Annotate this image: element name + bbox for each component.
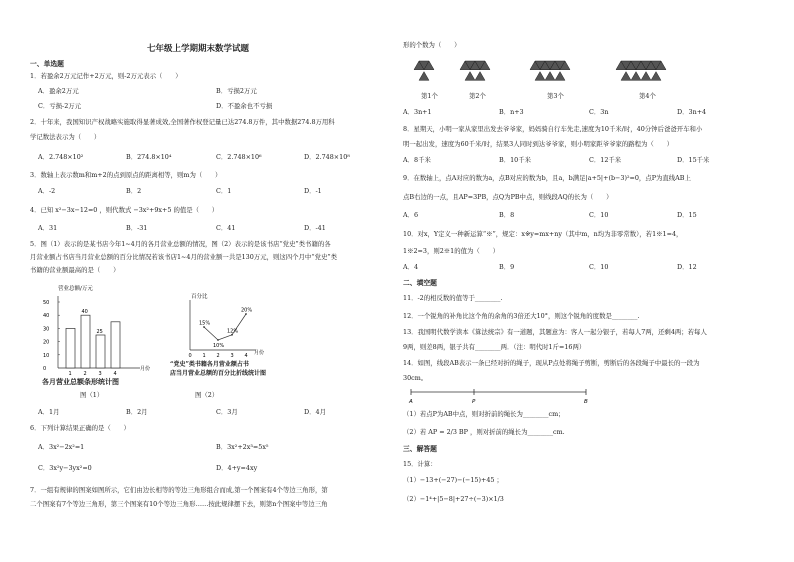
question-1-option-d: D．不盈余也不亏损 <box>216 102 273 110</box>
question-5-option-c: C．3月 <box>216 408 238 416</box>
bar <box>111 322 120 368</box>
question-8-stem-line1: 8．星期天，小明一家从家里出发去爷爷家，妈妈骑自行车先走,速度为10千米/时，40分钟后爸爸开车和小 <box>403 125 703 133</box>
data-point <box>217 339 219 341</box>
question-10-option-a: A．4 <box>403 263 419 271</box>
x-tick-label: 0 <box>188 353 192 359</box>
question-11: 11．-2的相反数的值等于________. <box>403 294 503 302</box>
question-13-line2: 9两，则差8两，银子共有________两．（注：明代时1斤=16两） <box>403 343 586 351</box>
figure-1-x-axis-label: 月份 <box>140 366 151 372</box>
figure-2-x-axis-label: 月份 <box>254 350 265 356</box>
question-9-stem-line2: 点B右边的一点，且AP=3PB，点Q为PB中点，则线段AQ的长为（ ） <box>403 193 613 201</box>
question-15-stem: 15．计算： <box>403 460 437 468</box>
figure-1-caption: 各月营业总额条形统计图 <box>42 377 119 386</box>
question-8-option-b: B．10千米 <box>499 156 531 164</box>
triangle <box>631 72 641 81</box>
question-8-option-a: A．8千米 <box>403 156 431 164</box>
question-4-option-c: C．41 <box>216 224 236 232</box>
pattern-label-2: 第2个 <box>469 92 486 100</box>
question-6-option-d: D．4+y=4xy <box>216 464 258 472</box>
question-14-sub2: （2）若 AP = 2/3 BP ，则对折前的绳长为________cm. <box>403 428 565 436</box>
figure-1-y-axis-label: 营业总额/万元 <box>58 286 93 292</box>
point-p-label: P <box>472 399 476 405</box>
question-2-option-d: D．2.748×10⁸ <box>304 153 350 161</box>
question-1-option-b: B．亏损2万元 <box>216 87 257 95</box>
question-10-option-c: C．10 <box>589 263 609 271</box>
figure-2-y-axis-label: 百分比 <box>191 294 208 300</box>
question-6-stem: 6．下列计算结果正确的是（ ） <box>30 424 130 432</box>
triangle-pattern-marks <box>414 61 666 80</box>
figure-2-label: 图（2） <box>195 391 219 399</box>
pattern-label-4: 第4个 <box>639 92 656 100</box>
x-tick-label: 2 <box>216 353 220 359</box>
triangle <box>651 72 661 81</box>
data-label: 15% <box>199 320 211 327</box>
question-10-option-b: B．9 <box>499 263 515 271</box>
line-chart-figure-2 <box>170 292 270 364</box>
triangle <box>621 72 631 81</box>
question-3-option-d: D．-1 <box>304 187 322 195</box>
bar <box>96 335 105 368</box>
question-6-option-c: C．3x²y−3yx²=0 <box>38 464 92 472</box>
figure-2-marks <box>189 308 253 360</box>
question-7-option-a: A．3n+1 <box>403 108 432 116</box>
question-3-stem: 3．数轴上表示数m和m+2的点到原点的距离相等，则m为（ ） <box>30 171 222 179</box>
question-9-stem-line1: 9．在数轴上，点A对应的数为a，点B对应的数为b，且a，b满足|a+5|+(b−3)²=0，点P为直线AB上 <box>403 174 691 182</box>
x-tick-label: 3 <box>98 371 102 377</box>
triangle <box>475 72 485 81</box>
y-tick-label: 40 <box>43 313 50 320</box>
question-12: 12．一个锐角的补角比这个角的余角的3倍还大10°，则这个锐角的度数是________. <box>403 312 640 320</box>
figure-2-caption-line2: 店当月营业总额的百分比折线统计图 <box>170 370 267 377</box>
series-line <box>204 314 246 340</box>
x-tick-label: 1 <box>202 353 206 359</box>
question-5-stem-line1: 5．图（1）表示的是某书店今年1~4月的各月营业总额的情况，图（2）表示的是该书店“党史”类书籍的各 <box>30 240 331 248</box>
figure-1-label: 图（1） <box>80 391 104 399</box>
question-14-sub1: （1）若点P为AB中点，则对折前的绳长为________cm； <box>403 410 565 418</box>
section-heading-single-choice: 一、单选题 <box>30 60 64 68</box>
triangle <box>535 72 545 81</box>
question-15-sub2: （2）−1⁴+|5−8|+27÷(−3)×1/3 <box>403 495 504 503</box>
question-5-option-a: A．1月 <box>38 408 60 416</box>
figure-2-caption-line1: “党史”类书籍各月营业额占书 <box>170 361 249 368</box>
section-heading-solve: 三、解答题 <box>403 445 437 453</box>
question-7-stem-line2: 二个图案有7个等边三角形，第三个图案有10个等边三角形……按此规律摆下去，则第n个图案中等边三角 <box>30 500 328 508</box>
y-tick-label: 50 <box>43 300 50 306</box>
question-13-line1: 13．我国明代数学读本《算法统宗》有一道题，其题意为：客人一起分银子，若每人7两，还剩4两；若每人 <box>403 328 707 336</box>
question-4-option-d: D．-41 <box>304 224 326 232</box>
pattern-label-3: 第3个 <box>547 92 564 100</box>
question-3-option-c: C．1 <box>216 187 232 195</box>
question-1-option-a: A．盈余2万元 <box>38 87 79 95</box>
triangle-pattern-figure <box>408 55 708 95</box>
x-tick-label: 4 <box>244 353 248 359</box>
pattern-label-1: 第1个 <box>421 92 438 100</box>
question-2-option-c: C．2.748×10⁶ <box>216 153 262 161</box>
question-7-option-b: B．n+3 <box>499 108 524 116</box>
x-tick-label: 4 <box>113 371 117 377</box>
question-6-option-b: B．3x²+2x³=5x⁵ <box>216 443 269 451</box>
point-b-label: B <box>584 399 588 405</box>
y-tick-label: 0 <box>43 366 47 372</box>
question-14-line1: 14．如图，线段AB表示一条已经对折的绳子，现从P点处将绳子剪断，剪断后的各段绳子中最长的一段为 <box>403 359 700 367</box>
bar <box>66 328 75 368</box>
x-tick-label: 1 <box>68 371 72 377</box>
question-10-stem-line2: 1※2=3，则2※1的值为（ ） <box>403 247 499 255</box>
point-a-label: A <box>409 399 413 405</box>
y-tick-label: 20 <box>43 339 50 346</box>
question-10-option-d: D．12 <box>677 263 697 271</box>
triangle <box>419 72 429 81</box>
question-8-stem-line2: 明一起出发，速度为60千米/时，结果3人同时到达爷爷家，则小明家距爷爷家的路程为（ ） <box>403 140 673 148</box>
y-tick-label: 10 <box>43 352 50 359</box>
question-5-option-b: B．2月 <box>126 408 148 416</box>
x-tick-label: 2 <box>83 371 87 377</box>
page-title: 七年级上学期期末数学试题 <box>147 44 250 54</box>
question-7-option-d: D．3n+4 <box>677 108 707 116</box>
triangle <box>465 72 475 81</box>
question-7-option-c: C．3n <box>589 108 609 116</box>
bar <box>81 315 90 368</box>
segment-ab-figure <box>408 387 598 405</box>
section-heading-fill-in: 二、填空题 <box>403 279 437 287</box>
question-9-option-b: B．8 <box>499 211 515 219</box>
question-1-option-c: C．亏损-2万元 <box>38 102 82 110</box>
question-10-stem-line1: 10．对x，Y定义一种新运算“※”，规定：x※y=mx+ny（其中m，n均为非零常数），若1※1=4， <box>403 230 683 238</box>
question-15-sub1: （1）−13+(−27)−(−15)+45 ； <box>403 476 503 484</box>
question-5-stem-line3: 书籍的营业额最高的是（ ） <box>30 266 120 274</box>
y-tick-label: 30 <box>43 326 50 333</box>
question-8-option-c: C．12千米 <box>589 156 622 164</box>
question-4-option-a: A．31 <box>38 224 58 232</box>
question-7-stem-line1: 7．一组有规律的图案如图所示，它们由边长相等的等边三角形组合而成,第一个图案有4个等边三角形，第 <box>30 486 328 494</box>
question-6-option-a: A．3x²−2x²=1 <box>38 443 85 451</box>
question-2-option-a: A．2.748×10² <box>38 153 84 161</box>
question-8-option-d: D．15千米 <box>677 156 710 164</box>
question-9-option-a: A．6 <box>403 211 419 219</box>
x-tick-label: 3 <box>230 353 234 359</box>
question-2-option-b: B．274.8×10⁴ <box>126 153 172 161</box>
triangle <box>545 72 555 81</box>
data-label: 12% <box>227 328 239 335</box>
question-14-line2: 30cm。 <box>403 374 428 382</box>
bar-value-label: 40 <box>81 309 88 316</box>
question-2-stem-line1: 2．十年来，我国知识产权战略实施取得显著成效,全国著作权登记量已达274.8万件，其中数据274.8万用科 <box>30 118 335 126</box>
question-3-option-b: B．2 <box>126 187 142 195</box>
question-4-stem: 4．已知 x²−3x−12=0 ，则代数式 −3x²+9x+5 的值是（ ） <box>30 206 219 214</box>
triangle <box>555 72 565 81</box>
question-9-option-d: D．15 <box>677 211 697 219</box>
data-label: 10% <box>213 343 225 349</box>
question-7-stem-line3: 形的个数为（ ） <box>403 41 461 49</box>
data-label: 20% <box>241 307 253 314</box>
question-5-option-d: D．4月 <box>304 408 326 416</box>
question-5-stem-line2: 月营业额占书店当月营业总额的百分比情况若该书店1~4月的营业额一共是130万元，则这四个月中“党史”类 <box>30 253 338 261</box>
triangle <box>641 72 651 81</box>
question-1-stem: 1．若盈余2万元记作+2万元，则-2万元表示（ ） <box>30 72 182 80</box>
question-2-stem-line2: 学记数法表示为（ ） <box>30 133 101 141</box>
bar-value-label: 25 <box>96 329 103 335</box>
figure-1-marks <box>43 300 120 377</box>
question-3-option-a: A．-2 <box>38 187 56 195</box>
bar-chart-figure-1 <box>40 282 160 382</box>
question-4-option-b: B．-31 <box>126 224 148 232</box>
question-9-option-c: C．10 <box>589 211 609 219</box>
